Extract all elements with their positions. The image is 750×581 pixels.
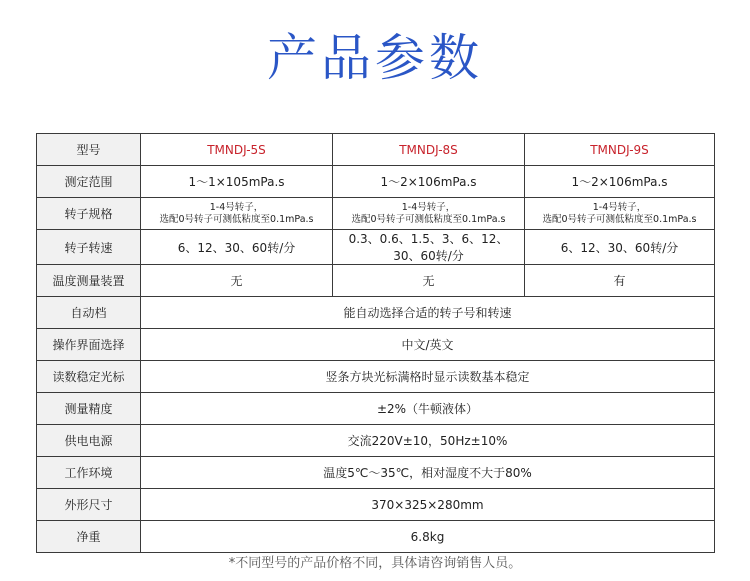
row-label: 读数稳定光标 bbox=[37, 361, 141, 393]
table-row-cursor bbox=[37, 361, 715, 393]
footnote: *不同型号的产品价格不同，具体请咨询销售人员。 bbox=[228, 556, 522, 571]
table-row-accuracy bbox=[37, 393, 715, 425]
value-cell: ±2%（牛顿液体） bbox=[141, 393, 715, 425]
table-row-ui-language bbox=[37, 329, 715, 361]
rotor-spec-line: 选配0号转子可测低粘度至0.1mPa.s bbox=[351, 213, 506, 225]
table-row-range bbox=[37, 166, 715, 198]
model-cell-5s: TMNDJ-5S bbox=[141, 134, 333, 166]
value-cell: 温度5℃～35℃，相对湿度不大于80% bbox=[141, 457, 715, 489]
rotor-spec-line: 1-4号转子， bbox=[209, 201, 264, 213]
value-cell bbox=[141, 198, 333, 230]
table-row-environment bbox=[37, 457, 715, 489]
value-cell bbox=[525, 198, 715, 230]
spec-table bbox=[36, 133, 715, 553]
page-title: 产品参数 bbox=[267, 29, 483, 87]
rotor-spec-line: 选配0号转子可测低粘度至0.1mPa.s bbox=[542, 213, 697, 225]
value-cell: 有 bbox=[525, 265, 715, 297]
row-label: 工作环境 bbox=[37, 457, 141, 489]
value-cell: 1～2×106mPa.s bbox=[525, 166, 715, 198]
row-label: 型号 bbox=[37, 134, 141, 166]
value-cell: 无 bbox=[333, 265, 525, 297]
row-label: 转子转速 bbox=[37, 230, 141, 265]
value-cell: 6、12、30、60转/分 bbox=[141, 230, 333, 265]
value-cell: 6.8kg bbox=[141, 521, 715, 553]
row-label: 供电电源 bbox=[37, 425, 141, 457]
value-cell: 交流220V±10，50Hz±10% bbox=[141, 425, 715, 457]
row-label: 自动档 bbox=[37, 297, 141, 329]
table-row-model bbox=[37, 134, 715, 166]
table-row-speed bbox=[37, 230, 715, 265]
value-cell: 无 bbox=[141, 265, 333, 297]
value-cell: 能自动选择合适的转子号和转速 bbox=[141, 297, 715, 329]
value-cell: 0.3、0.6、1.5、3、6、12、30、60转/分 bbox=[333, 230, 525, 265]
rotor-spec-line: 选配0号转子可测低粘度至0.1mPa.s bbox=[159, 213, 314, 225]
row-label: 转子规格 bbox=[37, 198, 141, 230]
row-label: 外形尺寸 bbox=[37, 489, 141, 521]
model-cell-8s: TMNDJ-8S bbox=[333, 134, 525, 166]
table-row-dimensions bbox=[37, 489, 715, 521]
rotor-spec-line: 1-4号转子， bbox=[592, 201, 647, 213]
table-row-temp-device bbox=[37, 265, 715, 297]
row-label: 测量精度 bbox=[37, 393, 141, 425]
model-cell-9s: TMNDJ-9S bbox=[525, 134, 715, 166]
value-cell: 竖条方块光标满格时显示读数基本稳定 bbox=[141, 361, 715, 393]
table-row-rotor-spec bbox=[37, 198, 715, 230]
value-cell bbox=[333, 198, 525, 230]
row-label: 操作界面选择 bbox=[37, 329, 141, 361]
table-row-weight bbox=[37, 521, 715, 553]
value-cell: 1～2×106mPa.s bbox=[333, 166, 525, 198]
value-cell: 1～1×105mPa.s bbox=[141, 166, 333, 198]
row-label: 温度测量装置 bbox=[37, 265, 141, 297]
value-cell: 6、12、30、60转/分 bbox=[525, 230, 715, 265]
value-cell: 370×325×280mm bbox=[141, 489, 715, 521]
table-row-power bbox=[37, 425, 715, 457]
value-cell: 中文/英文 bbox=[141, 329, 715, 361]
rotor-spec-line: 1-4号转子， bbox=[401, 201, 456, 213]
row-label: 净重 bbox=[37, 521, 141, 553]
row-label: 测定范围 bbox=[37, 166, 141, 198]
table-row-auto bbox=[37, 297, 715, 329]
